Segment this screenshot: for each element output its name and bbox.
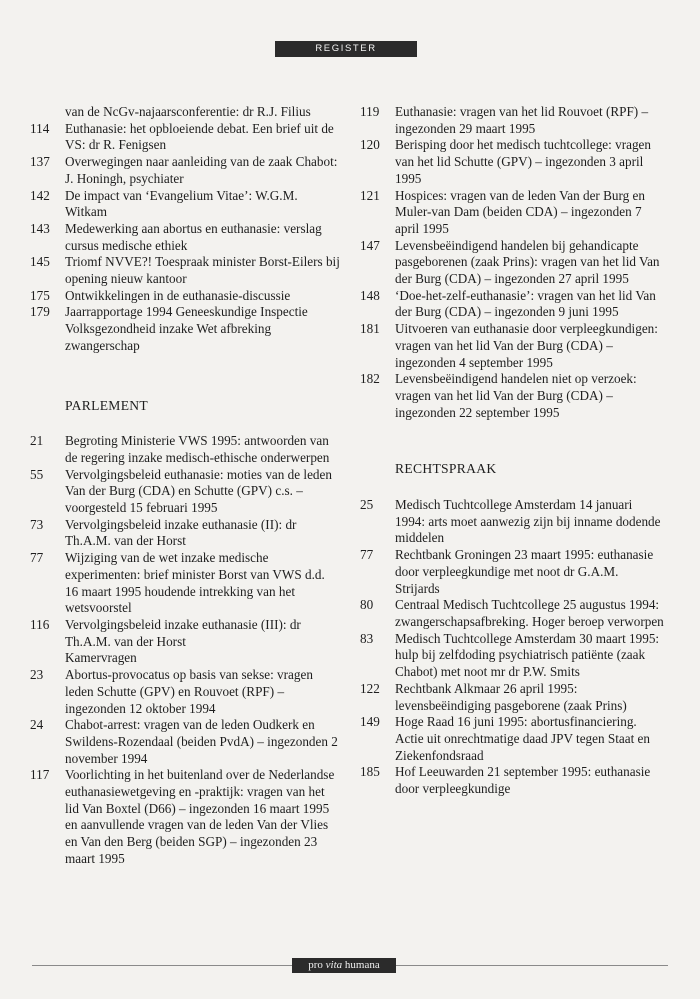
entry-text: Medisch Tuchtcollege Amsterdam 30 maart 1995: hulp bij zelfdoding psychiatrisch patiënte (zaak Chabot) met noot mr dr P.W. Smits: [395, 630, 660, 680]
list-item: [30, 104, 340, 121]
list-item: [30, 667, 340, 717]
entry-text: De impact van ‘Evangelium Vitae’: W.G.M. Witkam: [65, 187, 298, 220]
footer-title-italic: vita: [325, 959, 343, 971]
left-entries-top: [30, 104, 340, 355]
entry-text: Vervolgingsbeleid inzake euthanasie (II): dr Th.A.M. van der Horst: [65, 516, 297, 549]
list-item: [360, 371, 665, 421]
entry-text: Triomf NVVE?! Toespraak minister Borst-Eilers bij opening nieuw kantoor: [65, 254, 340, 287]
list-item: [360, 188, 665, 238]
page-number: 181: [360, 321, 380, 337]
entry-text-block: [65, 154, 340, 187]
page-number: 182: [360, 371, 380, 387]
list-item: [360, 597, 665, 630]
entry-text: Rechtbank Groningen 23 maart 1995: euthanasie door verpleegkundige met noot dr G.A.M. Strijards: [395, 547, 654, 596]
page-number: 149: [360, 714, 380, 730]
entry-text: Hoge Raad 16 juni 1995: abortusfinanciering. Actie uit onrechtmatige daad JPV tegen Staat en Ziekenfondsraad: [395, 714, 651, 763]
subheading-kamervragen: Kamervragen: [65, 650, 137, 666]
section-heading-rechtspraak: RECHTSPRAAK: [395, 461, 497, 477]
list-item: [30, 617, 340, 667]
list-item: [30, 550, 340, 617]
list-item: [30, 467, 340, 517]
list-item: [30, 121, 340, 154]
entry-text: Uitvoeren van euthanasie door verpleegkundigen: vragen van het lid Van der Burg (CDA) – ingezonden 4 september 1995: [395, 321, 658, 370]
list-item: [30, 254, 340, 287]
list-item: [360, 714, 665, 764]
page-number: 145: [30, 254, 50, 270]
page-number: 73: [30, 516, 44, 532]
page-number: 120: [360, 137, 380, 153]
entry-text: Wijziging van de wet inzake medische experimenten: brief minister Borst van VWS d.d. 16 maart 1995 houdende intrekking van het wetsvoorstel: [65, 550, 325, 616]
entry-text: Vervolgingsbeleid inzake euthanasie (III): dr Th.A.M. van der Horst: [65, 616, 301, 649]
list-item: [360, 104, 665, 137]
parlement-entries: [30, 433, 340, 867]
section-heading-parlement: PARLEMENT: [65, 397, 149, 413]
entry-text: Chabot-arrest: vragen van de leden Oudkerk en Swildens-Rozendaal (beiden PvdA) – ingezonden 2 november 1994: [65, 717, 338, 766]
list-item: [30, 304, 340, 354]
page-number: 77: [30, 550, 44, 566]
entry-author: J. Honingh, psychiater: [65, 170, 184, 186]
page-number: 143: [30, 220, 50, 236]
entry-text: Medisch Tuchtcollege Amsterdam 14 januari 1994: arts moet aanwezig zijn bij inname dodende middelen: [395, 497, 661, 546]
page-number: 175: [30, 287, 50, 303]
entry-text-block: [65, 617, 340, 667]
list-item: [360, 238, 665, 288]
list-item: [360, 288, 665, 321]
page-number: 21: [30, 433, 44, 449]
page-number: 179: [30, 304, 50, 320]
entry-text: Euthanasie: het opbloeiende debat. Een brief uit de VS: dr R. Fenigsen: [65, 120, 334, 153]
page-number: 25: [360, 497, 374, 513]
page-number: 23: [30, 667, 44, 683]
page-number: 117: [30, 767, 50, 783]
rechtspraak-entries: [360, 497, 665, 798]
list-item: [360, 547, 665, 597]
list-item: [360, 681, 665, 714]
list-item: [30, 517, 340, 550]
page-number: [30, 104, 65, 121]
entry-text: Hospices: vragen van de leden Van der Burg en Muler-van Dam (beiden CDA) – ingezonden 7 april 1995: [395, 187, 646, 236]
entry-text: Begroting Ministerie VWS 1995: antwoorden van de regering inzake medisch-ethische onderwerpen: [65, 433, 330, 465]
entry-text: Rechtbank Alkmaar 26 april 1995: levensbeëindiging pasgeborene (zaak Prins): [395, 680, 627, 713]
page-number: 148: [360, 287, 380, 303]
right-entries-top: [360, 104, 665, 421]
page-number: 122: [360, 680, 380, 696]
entry-text: Jaarrapportage 1994 Geneeskundige Inspectie Volksgezondheid inzake Wet afbreking zwangerschap: [65, 304, 308, 353]
left-column: [30, 104, 340, 868]
entry-text: van de NcGv-najaarsconferentie: dr R.J. Filius: [65, 104, 311, 119]
entry-text: Hof Leeuwarden 21 september 1995: euthanasie door verpleegkundige: [395, 764, 651, 797]
list-item: [30, 767, 340, 867]
page-number: 116: [30, 616, 50, 632]
list-item: [30, 154, 340, 187]
page-number: 55: [30, 466, 44, 482]
list-item: [360, 137, 665, 187]
page-number: 24: [30, 717, 44, 733]
list-item: [30, 717, 340, 767]
page-number: 77: [360, 547, 374, 563]
entry-text: Abortus-provocatus op basis van sekse: vragen leden Schutte (GPV) en Rouvoet (RPF) – ingezonden 12 oktober 1994: [65, 667, 313, 716]
entry-text: Vervolgingsbeleid euthanasie: moties van de leden Van der Burg (CDA) en Schutte (GPV) c.s. – voorgesteld 15 februari 1995: [65, 466, 332, 516]
page-number: 185: [360, 764, 380, 780]
footer-title: [292, 958, 396, 973]
entry-text: Overwegingen naar aanleiding van de zaak Chabot:: [65, 154, 338, 170]
footer-title-pre: pro: [308, 959, 326, 971]
list-item: [360, 631, 665, 681]
list-item: [30, 288, 340, 305]
list-item: [360, 321, 665, 371]
entry-text: Euthanasie: vragen van het lid Rouvoet (RPF) – ingezonden 29 maart 1995: [395, 104, 649, 136]
page-number: 119: [360, 104, 380, 119]
entry-text: Ontwikkelingen in de euthanasie-discussie: [65, 287, 291, 303]
list-item: [360, 497, 665, 547]
entry-text: Centraal Medisch Tuchtcollege 25 augustus 1994: zwangerschapsafbreking. Hoger beroep verworpen: [395, 597, 664, 629]
list-item: [30, 221, 340, 254]
page-number: 137: [30, 154, 50, 170]
page-number: 142: [30, 187, 50, 203]
entry-text: Medewerking aan abortus en euthanasie: verslag cursus medische ethiek: [65, 220, 322, 253]
list-item: [360, 764, 665, 797]
entry-text: Berisping door het medisch tuchtcollege: vragen van het lid Schutte (GPV) – ingezonden 3 april 1995: [395, 137, 651, 186]
page-number: 80: [360, 597, 374, 613]
footer-title-post: humana: [342, 959, 380, 971]
page-number: 147: [360, 237, 380, 253]
page-number: 114: [30, 120, 50, 136]
entry-text: Levensbeëindigend handelen niet op verzoek: vragen van het lid Van der Burg (CDA) – ingezonden 22 september 1995: [395, 371, 637, 420]
register-header: REGISTER: [275, 41, 417, 57]
right-column: [360, 104, 665, 798]
page-number: 121: [360, 187, 380, 203]
list-item: [30, 433, 340, 466]
page-number: 83: [360, 630, 374, 646]
entry-text: Levensbeëindigend handelen bij gehandicapte pasgeborenen (zaak Prins): vragen van het lid Van der Burg (CDA) – ingezonden 27 april 1995: [395, 237, 660, 287]
entry-text: Voorlichting in het buitenland over de Nederlandse euthanasiewetgeving en -praktijk: vragen van het lid Van Boxtel (D66) – ingezonden 16 maart 1995 en aanvullende vragen van de leden Van der Vlies en Van den Berg (beiden SGP) – ingezonden 23 maart 1995: [65, 767, 335, 866]
list-item: [30, 188, 340, 221]
entry-text: ‘Doe-het-zelf-euthanasie’: vragen van het lid Van der Burg (CDA) – ingezonden 9 juni 1995: [395, 287, 656, 320]
